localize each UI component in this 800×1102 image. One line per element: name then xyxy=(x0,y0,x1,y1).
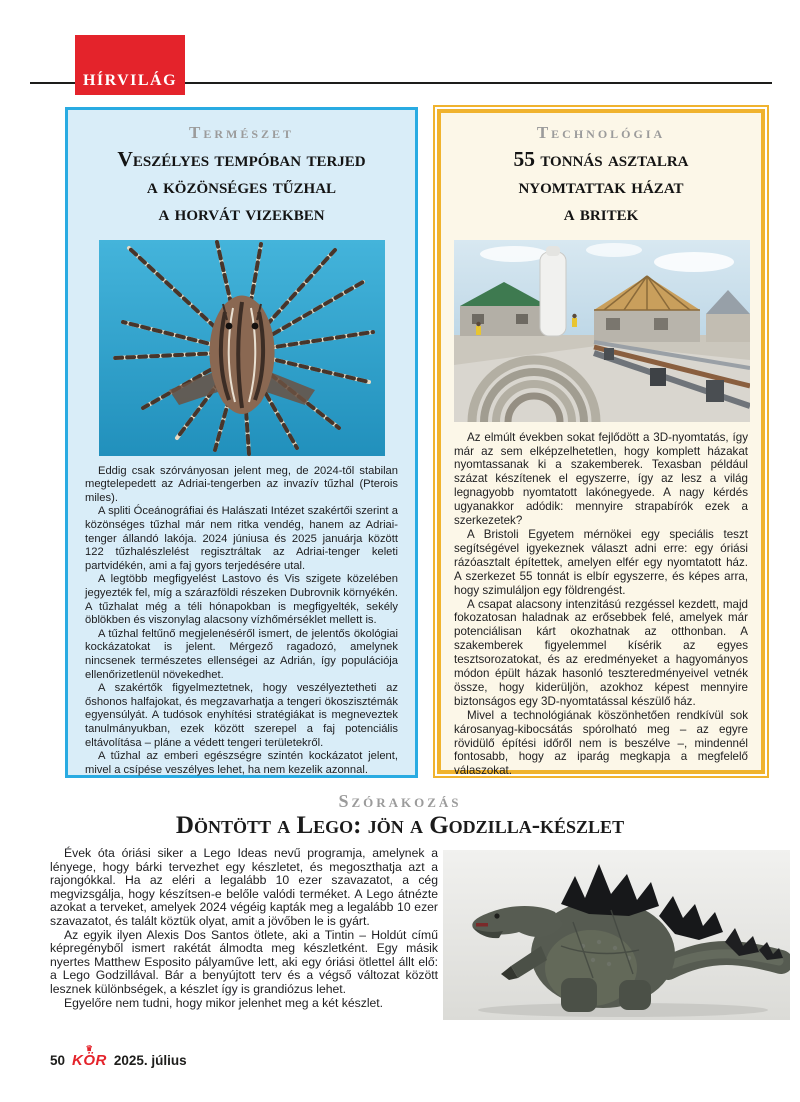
construction-site-photo xyxy=(454,240,750,422)
section-banner xyxy=(75,35,185,95)
nature-kicker: Természet xyxy=(188,123,295,142)
paragraph: Eddig csak szórványosan jelent meg, de 2024-től stabilan megtelepedett az Adriai-tengerben az invazív tűzhal (Pterois miles). xyxy=(85,464,398,504)
paragraph: A legtöbb megfigyelést Lastovo és Vis szigete közelében jegyezték fel, míg a szárazföldi részeken Dubrovnik környékén. A tűzhalat még a téli hónapokban is megfigyelték, sekély öblökben és viszonylag alacsony vízhőmérséklet mellett is. xyxy=(85,573,398,627)
paragraph: A szakértők figyelmeztetnek, hogy veszélyeztetheti az őshonos halfajokat, és megzavarhatja a tengeri ökoszisztémák egyensúlyát. A tudósok enyhítési stratégiákat is megneveztek tanulmányukban, ezek között szerepel a faj potenciális eltávolítása – pláne a védett tengeri területekről. xyxy=(85,682,398,749)
tech-kicker: Technológia xyxy=(536,123,666,142)
kor-magazine-logo xyxy=(72,1044,107,1069)
paragraph: A spliti Óceánográfiai és Halászati Intézet szakértői szerint a közönséges tűzhal már nem ritka vendég, hanem az Adriai-tenger állandó lakója. 2024 júniusa és 2025 januárja között 122 tűzhalészlelést regisztráltak az Adriai-tenger keleti partvidékén, ami a faj gyors terjedésére utal. xyxy=(85,505,398,572)
paragraph: A tűzhal az emberi egészségre szintén kockázatot jelent, mivel a csípése veszélyes lehet, ha nem kezelik azonnal. xyxy=(85,750,398,776)
lego-godzilla-photo xyxy=(443,850,790,1020)
page-number: 50 xyxy=(50,1053,66,1068)
entertainment-kicker: Szórakozás xyxy=(338,791,462,811)
nature-headline xyxy=(85,146,398,227)
paragraph: Évek óta óriási siker a Lego Ideas nevű programja, amelynek a lényege, hogy bárki tervezhet egy készletet, és megoszthatja azt a rajongókkal. Ha az eléri a legalább 10 ezer szavazatot, a cég megvizsgálja, hogy készítsen-e belőle valódi terméket. A Lego átnézte azokat a terveket, amelyek 2024 végéig kapták meg a legalább 10 ezer szavazatot, és talált köztük olyat, amit a jövőben le is gyárt. xyxy=(50,846,438,928)
tech-body xyxy=(454,431,748,779)
crown-icon: ♛ xyxy=(85,1044,94,1053)
nature-headline-line2: a közönséges tűzhal xyxy=(146,173,337,198)
article-nature xyxy=(65,107,418,778)
paragraph: Az elmúlt években sokat fejlődött a 3D-nyomtatás, így már az sem elképzelhetetlen, hogy komplett házakat nyomtassanak ki a szakemberek. Texasban például százat készítenek el egyszerre, így az lesz a világ legnagyobb nyomtatott lakónegyede. A nagy kérdés ugyanakkor adódik: mennyire strapabírók ezek a szerkezetek? xyxy=(454,430,748,528)
nature-body xyxy=(85,465,398,778)
entertainment-body xyxy=(50,847,438,1010)
entertainment-headline: Döntött a Lego: jön a Godzilla-készlet xyxy=(175,812,625,839)
kor-logo-text: KÖR xyxy=(72,1052,107,1069)
paragraph: Az egyik ilyen Alexis Dos Santos ötlete, aki a Tintin – Holdút című képregényből ismert rakétát álmodta meg készletként. Egy másik nyertes Matthew Esposito pályaműve lett, aki egy óriási ötlettel állt elő: a Lego Godzillával. Bár a benyújtott terv és a végső változat között lesznek különbségek, a készlet így is grandiózus lehet. xyxy=(50,927,438,996)
issue-date: 2025. július xyxy=(113,1053,187,1068)
lionfish-photo xyxy=(99,240,385,456)
page-footer xyxy=(50,1044,187,1069)
paragraph: A csapat alacsony intenzitású rezgéssel kezdett, majd fokozatosan haladnak az erősebbek felé, amelyek már potenciálisan kárt okozhatnak az otthonban. A szakemberek figyelemmel kísérik az egyes tesztsorozatokat, és az eredményeket a hagyományos módon épült házak hasonló teszteredményeivel vetnék össze, hogy kiderüljön, azokhoz képest mennyire biztonságos egy 3D-nyomtatással készülő ház. xyxy=(454,597,748,708)
tech-headline-line2: nyomtattak házat xyxy=(518,173,684,198)
tech-headline xyxy=(454,146,748,227)
paragraph: Mivel a technológiának köszönhetően rendkívül sok károsanyag-kibocsátás spórolható meg – az egyre rövidülő építési időről nem is beszélve –, mindennél fontosabb, hogy az iparág megkapja a megfelelő válaszokat. xyxy=(454,708,748,778)
tech-headline-line1: 55 tonnás asztalra xyxy=(513,147,689,171)
paragraph: A Bristoli Egyetem mérnökei egy speciális teszt segítségével igyekeznek választ adni erre: egy óriási rázóasztalt építettek, amelyen elfér egy nyomtatott ház. A szerkezet 55 tonnát is elbír egyszerre, és képes arra, hogy szimuláljon egy földrengést. xyxy=(454,527,748,597)
paragraph: A tűzhal feltűnő megjelenéséről ismert, de jelentős ökológiai kockázatokat is jelent. Mérgező ragadozó, amelynek nincsenek természetes ellenségei az Adrián, így populációja ellenőrizetlenül növekedhet. xyxy=(85,627,398,681)
nature-headline-line3: a horvát vizekben xyxy=(158,200,325,225)
nature-headline-line1: Veszélyes tempóban terjed xyxy=(117,147,366,171)
paragraph: Egyelőre nem tudni, hogy mikor jelenhet meg a két készlet. xyxy=(64,995,384,1010)
tech-headline-line3: a britek xyxy=(563,200,639,225)
section-banner-label: HÍRVILÁG xyxy=(82,72,178,89)
article-technology xyxy=(433,105,769,778)
